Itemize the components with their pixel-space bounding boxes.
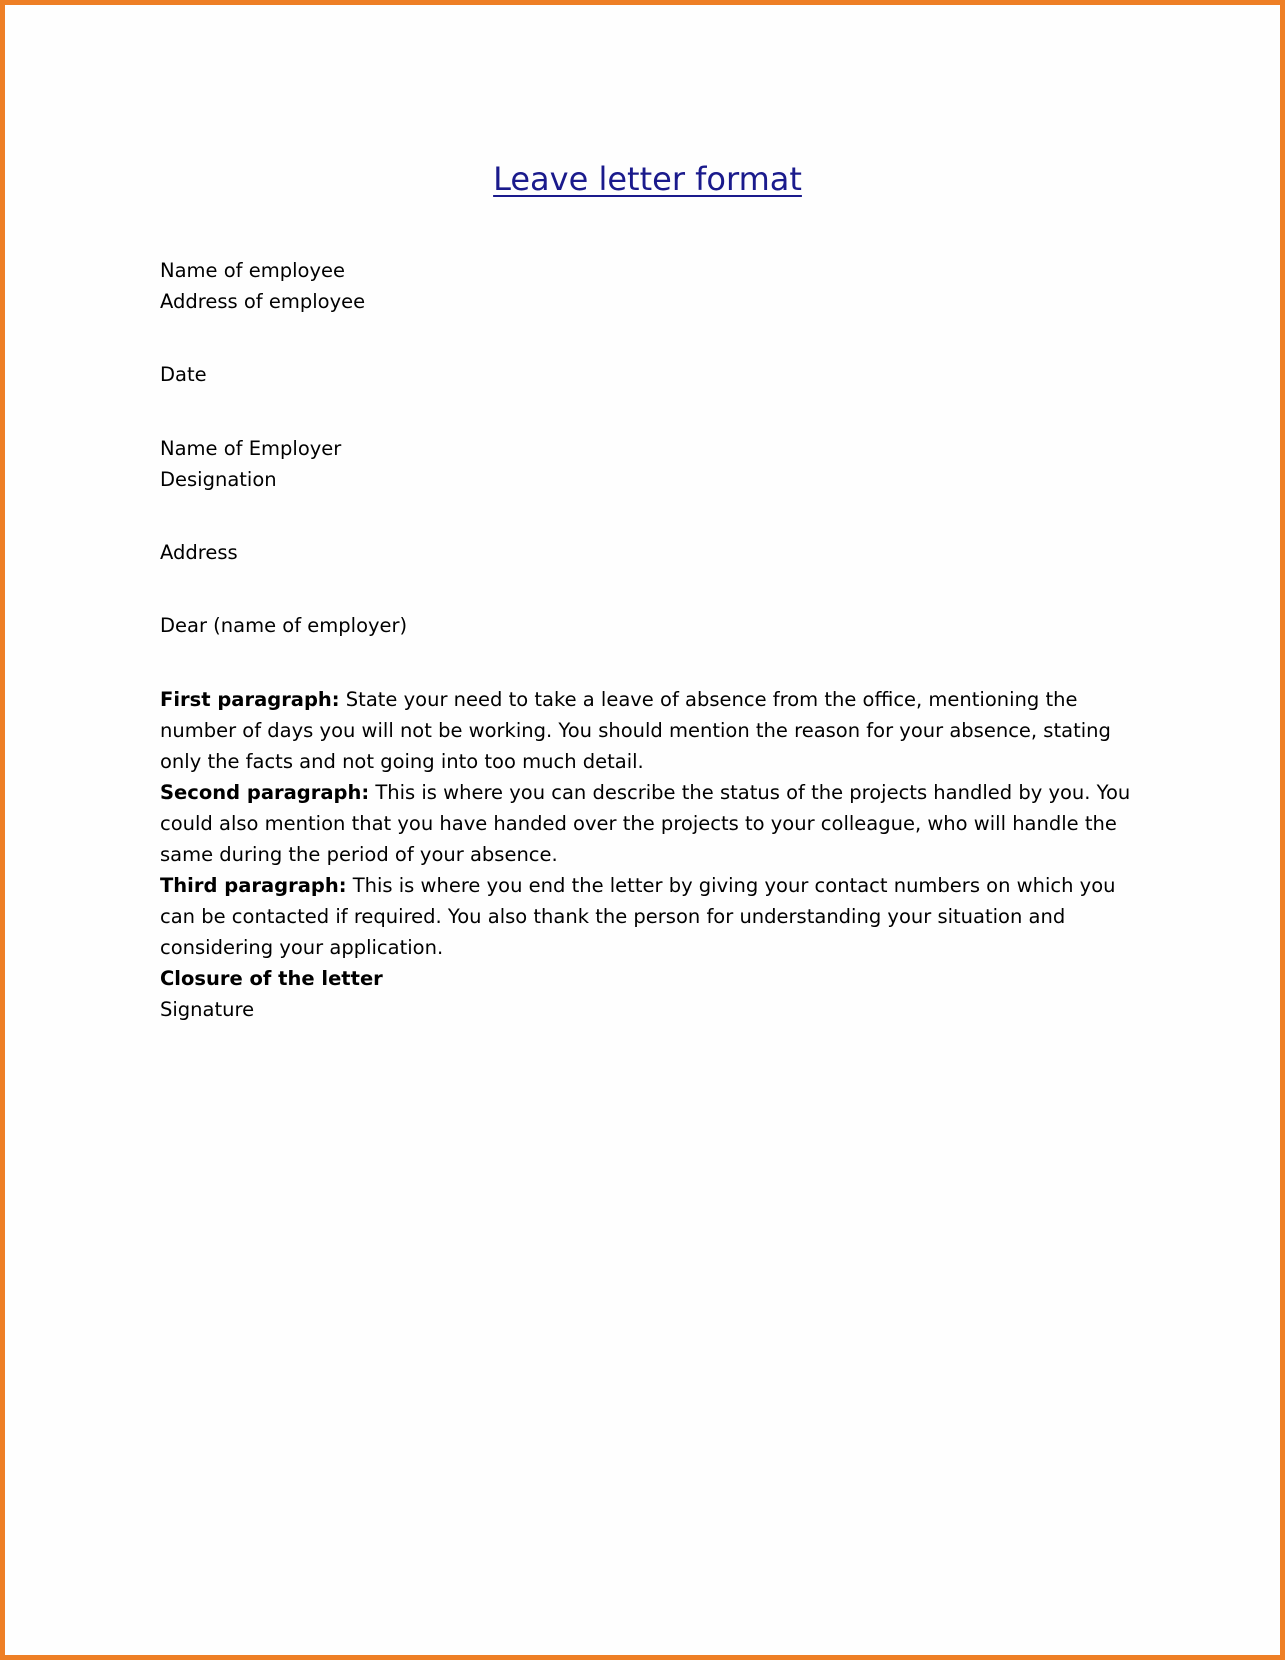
spacer (160, 641, 1140, 684)
recipient-address: Address (160, 541, 238, 564)
spacer (160, 390, 1140, 433)
second-paragraph (160, 777, 1140, 870)
recipient-designation: Designation (160, 468, 277, 491)
document-title: Leave letter format (493, 160, 802, 198)
first-paragraph (160, 684, 1140, 777)
spacer (160, 568, 1140, 610)
closure-heading: Closure of the letter (160, 967, 383, 990)
second-paragraph-label: Second paragraph: (160, 781, 370, 804)
spacer (160, 495, 1140, 537)
third-paragraph (160, 870, 1140, 963)
first-paragraph-text: State your need to take a leave of absence from the office, mentioning the number of days you will not be working. You should mention the reason for your absence, stating only the facts and not going into too much detail. (160, 688, 1111, 773)
sender-address: Address of employee (160, 290, 366, 313)
first-paragraph-label: First paragraph: (160, 688, 340, 711)
letter-body (160, 255, 1140, 1025)
third-paragraph-text: This is where you end the letter by giving your contact numbers on which you can be contacted if required. You also thank the person for understanding your situation and considering your application. (160, 874, 1116, 959)
salutation: Dear (name of employer) (160, 614, 408, 637)
second-paragraph-text: This is where you can describe the status of the projects handled by you. You could also mention that you have handed over the projects to your colleague, who will handle the same during the period of your absence. (160, 781, 1131, 866)
letter-date: Date (160, 363, 207, 386)
sender-name: Name of employee (160, 259, 345, 282)
spacer (160, 317, 1140, 359)
third-paragraph-label: Third paragraph: (160, 874, 347, 897)
recipient-name: Name of Employer (160, 437, 342, 460)
signature-line: Signature (160, 998, 255, 1021)
